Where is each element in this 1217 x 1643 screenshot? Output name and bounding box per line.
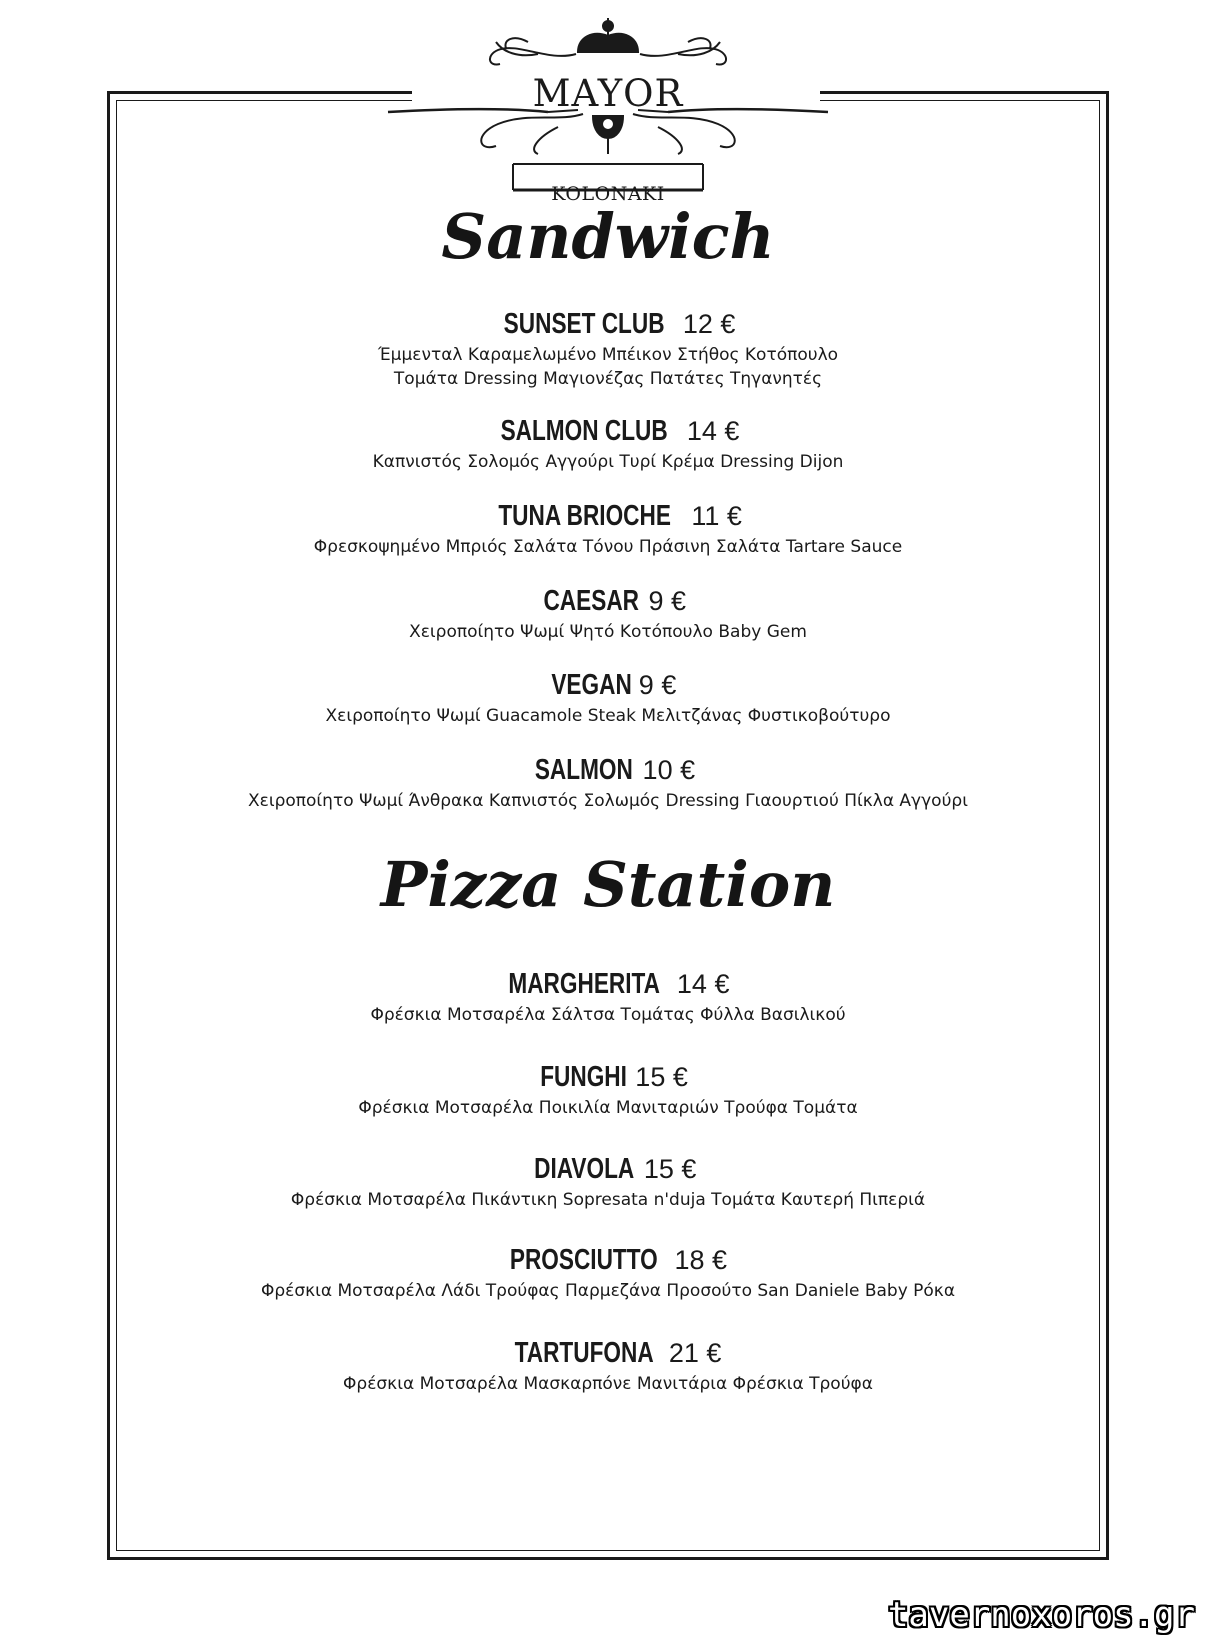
item-description: Καπνιστός Σολομός Αγγούρι Τυρί Κρέμα Dressing Dijon bbox=[372, 452, 844, 472]
item-name: SALMON CLUB bbox=[500, 415, 668, 447]
section-title-pizza-station: Pizza Station bbox=[380, 848, 836, 921]
menu-item bbox=[110, 1150, 1106, 1212]
item-description: Χειροποίητο Ψωμί Άνθρακα Καπνιστός Σολωμός Dressing Γιαουρτιού Πίκλα Αγγούρι bbox=[248, 791, 968, 811]
item-name: SALMON bbox=[534, 754, 633, 786]
menu-item bbox=[110, 582, 1106, 644]
item-name: SUNSET CLUB bbox=[503, 308, 665, 340]
item-name: MARGHERITA bbox=[507, 968, 660, 1000]
brand-logo bbox=[378, 12, 838, 212]
brand-name: MAYOR bbox=[532, 72, 684, 115]
item-description: Φρέσκια Μοτσαρέλα Σάλτσα Τομάτας Φύλλα Βασιλικού bbox=[370, 1005, 846, 1025]
watermark: tavernoxoros.gr bbox=[887, 1595, 1195, 1635]
item-description: Χειροποίητο Ψωμί Ψητό Κοτόπουλο Baby Gem bbox=[409, 622, 807, 642]
item-price: 11 € bbox=[691, 501, 742, 531]
item-price: 21 € bbox=[668, 1338, 722, 1368]
item-price: 15 € bbox=[643, 1154, 697, 1184]
item-description: Φρέσκια Μοτσαρέλα Μασκαρπόνε Μανιτάρια Φρέσκια Τρούφα bbox=[343, 1374, 873, 1394]
item-name: DIAVOLA bbox=[533, 1153, 634, 1185]
menu-item bbox=[110, 666, 1106, 728]
menu-item bbox=[110, 1058, 1106, 1120]
item-price: 14 € bbox=[686, 416, 740, 446]
menu-item bbox=[110, 1334, 1106, 1396]
item-name: CAESAR bbox=[543, 585, 639, 617]
item-price: 15 € bbox=[635, 1062, 688, 1092]
item-description: Έμμενταλ Καραμελωμένο Μπέικον Στήθος Κοτόπουλο bbox=[377, 345, 839, 365]
item-description: Φρέσκια Μοτσαρέλα Λάδι Τρούφας Παρμεζάνα Προσούτο San Daniele Baby Ρόκα bbox=[260, 1281, 956, 1301]
menu-item bbox=[110, 965, 1106, 1027]
item-description: Χειροποίητο Ψωμί Guacamole Steak Μελιτζάνας Φυστικοβούτυρο bbox=[325, 706, 891, 726]
item-name: TARTUFONA bbox=[514, 1337, 654, 1369]
menu-item bbox=[110, 412, 1106, 474]
item-description: Φρεσκοψημένο Μπριός Σαλάτα Τόνου Πράσινη Σαλάτα Tartare Sauce bbox=[313, 537, 903, 557]
item-name: FUNGHI bbox=[540, 1061, 628, 1093]
item-price: 14 € bbox=[676, 969, 730, 999]
item-description: Φρέσκια Μοτσαρέλα Ποικιλία Μανιταριών Τρούφα Τομάτα bbox=[358, 1098, 858, 1118]
item-price: 12 € bbox=[682, 309, 736, 339]
item-description: Τομάτα Dressing Μαγιονέζας Πατάτες Τηγανητές bbox=[393, 369, 823, 389]
menu-item bbox=[110, 497, 1106, 559]
item-name: TUNA BRIOCHE bbox=[498, 500, 672, 532]
menu-item bbox=[110, 1241, 1106, 1303]
item-price: 10 € bbox=[642, 755, 696, 785]
item-price: 18 € bbox=[674, 1245, 728, 1275]
item-name: VEGAN bbox=[551, 669, 632, 701]
item-price: 9 € bbox=[638, 670, 677, 700]
menu-item bbox=[110, 751, 1106, 813]
item-name: PROSCIUTTO bbox=[509, 1244, 658, 1276]
brand-location: KOLONAKI bbox=[551, 183, 665, 205]
menu-item bbox=[110, 305, 1106, 391]
section-title-sandwich: Sandwich bbox=[441, 200, 775, 273]
item-description: Φρέσκια Μοτσαρέλα Πικάντικη Sopresata n'duja Τομάτα Καυτερή Πιπεριά bbox=[290, 1190, 926, 1210]
item-price: 9 € bbox=[648, 586, 686, 616]
